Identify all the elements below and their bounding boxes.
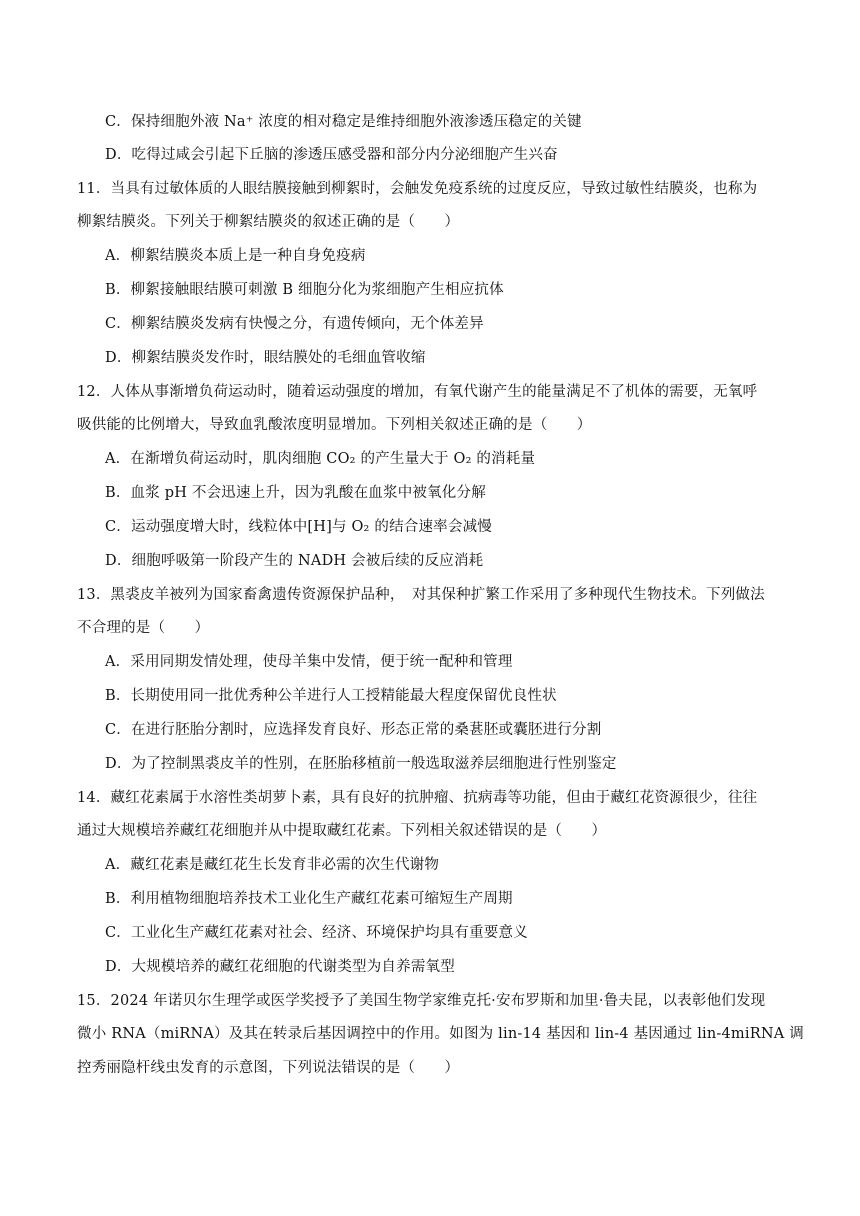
q15-stem-line2: 微小 RNA（miRNA）及其在转录后基因调控中的作用。如图为 lin-14 基因和 lin-4 基因通过 lin-4miRNA 调	[77, 1026, 804, 1042]
q11-stem-line2: 柳絮结膜炎。下列关于柳絮结膜炎的叙述正确的是（ ）	[77, 214, 460, 230]
q13-option-b: B．长期使用同一批优秀种公羊进行人工授精能最大程度保留优良性状	[105, 688, 557, 704]
q12-option-b: B．血浆 pH 不会迅速上升，因为乳酸在血浆中被氧化分解	[105, 485, 486, 501]
q12-option-a: A．在渐增负荷运动时，肌肉细胞 CO₂ 的产生量大于 O₂ 的消耗量	[105, 451, 536, 467]
q14-option-c: C．工业化生产藏红花素对社会、经济、环境保护均具有重要意义	[105, 925, 528, 941]
q10-option-d: D．吃得过咸会引起下丘脑的渗透压感受器和部分内分泌细胞产生兴奋	[105, 147, 558, 163]
q14-option-d: D．大规模培养的藏红花细胞的代谢类型为自养需氧型	[105, 959, 455, 975]
q13-stem-line1: 13．黑裘皮羊被列为国家畜禽遗传资源保护品种， 对其保种扩繁工作采用了多种现代生物技术。下列做法	[77, 587, 765, 603]
q11-stem-line1: 11．当具有过敏体质的人眼结膜接触到柳絮时，会触发免疫系统的过度反应，导致过敏性结膜炎，也称为	[77, 181, 758, 197]
q13-option-c: C．在进行胚胎分割时，应选择发育良好、形态正常的桑葚胚或囊胚进行分割	[105, 722, 602, 738]
q11-option-a: A．柳絮结膜炎本质上是一种自身免疫病	[105, 248, 366, 264]
q14-stem-line2: 通过大规模培养藏红花细胞并从中提取藏红花素。下列相关叙述错误的是（ ）	[77, 823, 607, 839]
q15-stem-line3: 控秀丽隐杆线虫发育的示意图，下列说法错误的是（ ）	[77, 1060, 460, 1076]
q12-stem-line2: 吸供能的比例增大，导致血乳酸浓度明显增加。下列相关叙述正确的是（ ）	[77, 417, 592, 433]
q13-option-a: A．采用同期发情处理，使母羊集中发情，便于统一配种和管理	[105, 654, 513, 670]
q12-stem-line1: 12．人体从事渐增负荷运动时，随着运动强度的增加，有氧代谢产生的能量满足不了机体的需要，无氧呼	[77, 384, 758, 400]
q14-stem-line1: 14．藏红花素属于水溶性类胡萝卜素，具有良好的抗肿瘤、抗病毒等功能，但由于藏红花资源很少，往往	[77, 790, 758, 806]
q12-option-c: C．运动强度增大时，线粒体中[H]与 O₂ 的结合速率会减慢	[105, 519, 492, 535]
q15-stem-line1: 15．2024 年诺贝尔生理学或医学奖授予了美国生物学家维克托·安布罗斯和加里·鲁夫昆，以表彰他们发现	[77, 993, 766, 1009]
q11-option-d: D．柳絮结膜炎发作时，眼结膜处的毛细血管收缩	[105, 350, 426, 366]
q10-option-c: C．保持细胞外液 Na⁺ 浓度的相对稳定是维持细胞外液渗透压稳定的关键	[105, 114, 582, 130]
q14-option-b: B．利用植物细胞培养技术工业化生产藏红花素可缩短生产周期	[105, 891, 513, 907]
q13-stem-line2: 不合理的是（ ）	[77, 620, 210, 636]
q13-option-d: D．为了控制黑裘皮羊的性别，在胚胎移植前一般选取滋养层细胞进行性别鉴定	[105, 756, 617, 772]
q11-option-c: C．柳絮结膜炎发病有快慢之分，有遗传倾向，无个体差异	[105, 316, 484, 332]
q11-option-b: B．柳絮接触眼结膜可刺激 B 细胞分化为浆细胞产生相应抗体	[105, 282, 504, 298]
q14-option-a: A．藏红花素是藏红花生长发育非必需的次生代谢物	[105, 857, 440, 873]
q12-option-d: D．细胞呼吸第一阶段产生的 NADH 会被后续的反应消耗	[105, 553, 484, 569]
